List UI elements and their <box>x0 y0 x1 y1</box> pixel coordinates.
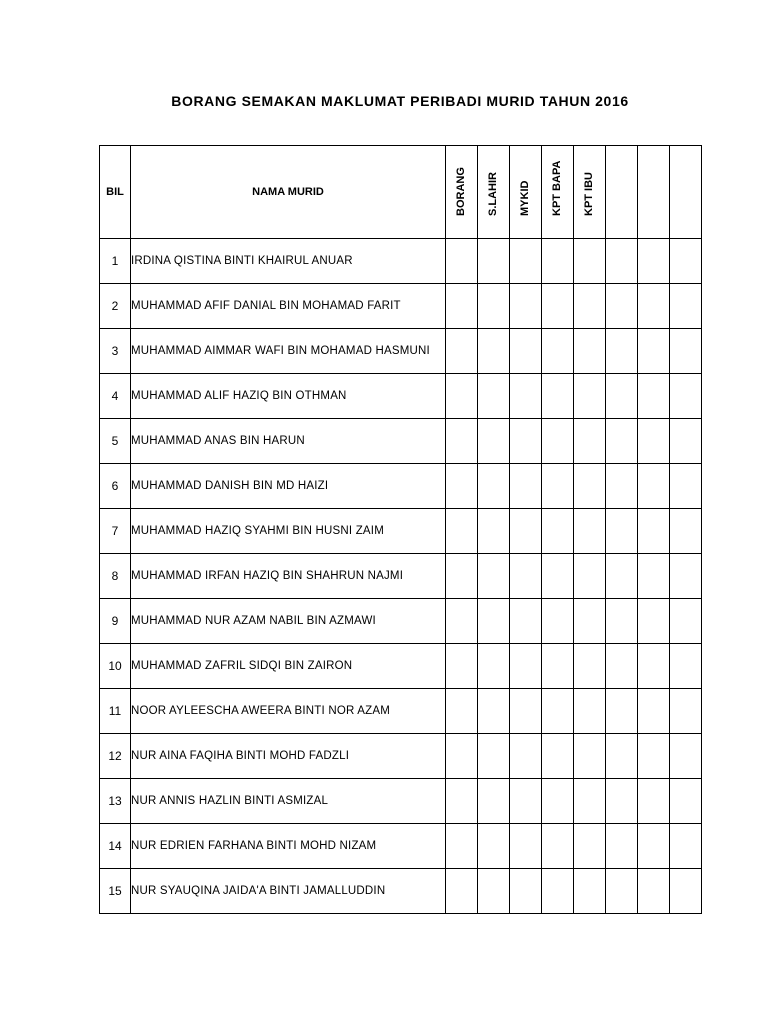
check-cell[interactable] <box>446 734 478 779</box>
student-name: NUR SYAUQINA JAIDA'A BINTI JAMALLUDDIN <box>131 869 446 914</box>
check-cell[interactable] <box>574 554 606 599</box>
row-number: 6 <box>100 464 131 509</box>
check-cell[interactable] <box>446 509 478 554</box>
row-number: 14 <box>100 824 131 869</box>
table-row <box>100 239 702 284</box>
check-cell[interactable] <box>510 824 542 869</box>
check-cell[interactable] <box>478 419 510 464</box>
check-header-label: KPT IBU <box>582 172 595 216</box>
check-cell[interactable] <box>670 644 702 689</box>
check-cell[interactable] <box>670 239 702 284</box>
check-cell[interactable] <box>574 644 606 689</box>
check-cell[interactable] <box>478 599 510 644</box>
row-number: 2 <box>100 284 131 329</box>
row-number: 5 <box>100 419 131 464</box>
check-cell[interactable] <box>638 734 670 779</box>
student-name: MUHAMMAD NUR AZAM NABIL BIN AZMAWI <box>131 599 446 644</box>
check-cell[interactable] <box>478 239 510 284</box>
check-cell[interactable] <box>478 374 510 419</box>
check-cell[interactable] <box>670 464 702 509</box>
check-cell[interactable] <box>638 779 670 824</box>
check-cell[interactable] <box>510 509 542 554</box>
check-cell[interactable] <box>670 419 702 464</box>
check-header-mykid <box>510 146 542 239</box>
check-cell[interactable] <box>670 824 702 869</box>
check-cell[interactable] <box>446 824 478 869</box>
check-header-slahir <box>478 146 510 239</box>
check-cell[interactable] <box>446 374 478 419</box>
check-cell[interactable] <box>478 329 510 374</box>
row-number: 11 <box>100 689 131 734</box>
table-row <box>100 644 702 689</box>
check-header-label: KPT BAPA <box>550 160 563 216</box>
check-cell[interactable] <box>542 734 574 779</box>
check-cell[interactable] <box>510 779 542 824</box>
check-cell[interactable] <box>446 869 478 914</box>
page-title: BORANG SEMAKAN MAKLUMAT PERIBADI MURID TAHUN 2016 <box>171 93 629 109</box>
check-header-label: BORANG <box>454 167 467 216</box>
check-cell[interactable] <box>638 554 670 599</box>
check-cell[interactable] <box>542 239 574 284</box>
check-header-borang <box>446 146 478 239</box>
check-cell[interactable] <box>542 509 574 554</box>
check-cell[interactable] <box>606 824 638 869</box>
check-cell[interactable] <box>542 284 574 329</box>
check-cell[interactable] <box>510 329 542 374</box>
check-cell[interactable] <box>478 779 510 824</box>
bil-header: BIL <box>100 146 131 239</box>
check-cell[interactable] <box>574 509 606 554</box>
row-number: 10 <box>100 644 131 689</box>
row-number: 4 <box>100 374 131 419</box>
check-cell[interactable] <box>606 599 638 644</box>
check-cell[interactable] <box>446 689 478 734</box>
check-cell[interactable] <box>446 599 478 644</box>
check-cell[interactable] <box>638 599 670 644</box>
check-cell[interactable] <box>638 869 670 914</box>
student-name: NOOR AYLEESCHA AWEERA BINTI NOR AZAM <box>131 689 446 734</box>
student-name: MUHAMMAD DANISH BIN MD HAIZI <box>131 464 446 509</box>
table-row <box>100 779 702 824</box>
row-number: 8 <box>100 554 131 599</box>
student-name: IRDINA QISTINA BINTI KHAIRUL ANUAR <box>131 239 446 284</box>
check-cell[interactable] <box>510 644 542 689</box>
check-cell[interactable] <box>574 824 606 869</box>
check-cell[interactable] <box>478 509 510 554</box>
table-row <box>100 464 702 509</box>
check-cell[interactable] <box>446 779 478 824</box>
check-header-kpt-bapa <box>542 146 574 239</box>
student-name: MUHAMMAD ZAFRIL SIDQI BIN ZAIRON <box>131 644 446 689</box>
row-number: 7 <box>100 509 131 554</box>
check-cell[interactable] <box>510 689 542 734</box>
check-cell[interactable] <box>542 824 574 869</box>
check-cell[interactable] <box>542 329 574 374</box>
check-header-blank <box>638 146 670 239</box>
check-cell[interactable] <box>542 779 574 824</box>
check-cell[interactable] <box>574 869 606 914</box>
check-cell[interactable] <box>446 419 478 464</box>
check-cell[interactable] <box>510 374 542 419</box>
check-cell[interactable] <box>638 464 670 509</box>
check-header-blank <box>606 146 638 239</box>
check-cell[interactable] <box>510 554 542 599</box>
check-cell[interactable] <box>478 554 510 599</box>
check-cell[interactable] <box>446 464 478 509</box>
check-cell[interactable] <box>574 239 606 284</box>
check-cell[interactable] <box>478 734 510 779</box>
check-cell[interactable] <box>542 419 574 464</box>
check-cell[interactable] <box>574 419 606 464</box>
check-cell[interactable] <box>510 419 542 464</box>
student-name: MUHAMMAD AIMMAR WAFI BIN MOHAMAD HASMUNI <box>131 329 446 374</box>
table-row <box>100 419 702 464</box>
check-cell[interactable] <box>574 374 606 419</box>
table-row <box>100 869 702 914</box>
check-cell[interactable] <box>574 779 606 824</box>
check-cell[interactable] <box>606 509 638 554</box>
check-cell[interactable] <box>670 869 702 914</box>
check-cell[interactable] <box>606 464 638 509</box>
row-number: 9 <box>100 599 131 644</box>
check-cell[interactable] <box>638 689 670 734</box>
check-cell[interactable] <box>478 284 510 329</box>
nama-header: NAMA MURID <box>131 146 446 239</box>
check-cell[interactable] <box>574 734 606 779</box>
table-row <box>100 329 702 374</box>
row-number: 15 <box>100 869 131 914</box>
check-cell[interactable] <box>606 734 638 779</box>
check-cell[interactable] <box>446 554 478 599</box>
check-cell[interactable] <box>606 554 638 599</box>
check-cell[interactable] <box>638 284 670 329</box>
check-cell[interactable] <box>542 374 574 419</box>
student-name: MUHAMMAD HAZIQ SYAHMI BIN HUSNI ZAIM <box>131 509 446 554</box>
check-cell[interactable] <box>670 689 702 734</box>
table-row <box>100 554 702 599</box>
check-cell[interactable] <box>510 284 542 329</box>
check-cell[interactable] <box>574 284 606 329</box>
check-cell[interactable] <box>670 374 702 419</box>
check-cell[interactable] <box>478 644 510 689</box>
check-cell[interactable] <box>574 599 606 644</box>
check-cell[interactable] <box>670 599 702 644</box>
check-cell[interactable] <box>606 329 638 374</box>
check-cell[interactable] <box>606 689 638 734</box>
table-row <box>100 599 702 644</box>
check-cell[interactable] <box>542 644 574 689</box>
check-cell[interactable] <box>542 554 574 599</box>
check-cell[interactable] <box>510 599 542 644</box>
check-cell[interactable] <box>638 644 670 689</box>
table-row <box>100 284 702 329</box>
table-row <box>100 824 702 869</box>
check-cell[interactable] <box>638 329 670 374</box>
header-row <box>100 146 702 239</box>
student-name: MUHAMMAD AFIF DANIAL BIN MOHAMAD FARIT <box>131 284 446 329</box>
check-cell[interactable] <box>446 329 478 374</box>
check-cell[interactable] <box>478 689 510 734</box>
check-cell[interactable] <box>542 869 574 914</box>
check-cell[interactable] <box>542 689 574 734</box>
row-number: 12 <box>100 734 131 779</box>
check-cell[interactable] <box>446 284 478 329</box>
check-cell[interactable] <box>606 374 638 419</box>
check-cell[interactable] <box>478 464 510 509</box>
check-cell[interactable] <box>670 554 702 599</box>
table-row <box>100 509 702 554</box>
check-cell[interactable] <box>670 284 702 329</box>
check-cell[interactable] <box>574 689 606 734</box>
check-header-label: S.LAHIR <box>486 172 499 216</box>
check-header-label: MYKID <box>518 180 531 216</box>
student-checklist-table <box>99 145 702 914</box>
check-cell[interactable] <box>574 329 606 374</box>
check-cell[interactable] <box>638 509 670 554</box>
check-cell[interactable] <box>606 239 638 284</box>
row-number: 13 <box>100 779 131 824</box>
check-cell[interactable] <box>670 734 702 779</box>
check-cell[interactable] <box>606 779 638 824</box>
student-name: MUHAMMAD ALIF HAZIQ BIN OTHMAN <box>131 374 446 419</box>
check-cell[interactable] <box>542 599 574 644</box>
check-cell[interactable] <box>510 734 542 779</box>
table-row <box>100 734 702 779</box>
check-cell[interactable] <box>638 419 670 464</box>
check-cell[interactable] <box>606 419 638 464</box>
student-name: MUHAMMAD ANAS BIN HARUN <box>131 419 446 464</box>
student-name: NUR ANNIS HAZLIN BINTI ASMIZAL <box>131 779 446 824</box>
check-cell[interactable] <box>670 329 702 374</box>
table-row <box>100 689 702 734</box>
table-row <box>100 374 702 419</box>
check-cell[interactable] <box>670 509 702 554</box>
check-cell[interactable] <box>606 644 638 689</box>
check-header-kpt-ibu <box>574 146 606 239</box>
check-cell[interactable] <box>606 869 638 914</box>
check-cell[interactable] <box>446 644 478 689</box>
student-name: NUR AINA FAQIHA BINTI MOHD FADZLI <box>131 734 446 779</box>
row-number: 3 <box>100 329 131 374</box>
check-cell[interactable] <box>510 869 542 914</box>
check-cell[interactable] <box>510 464 542 509</box>
student-name: NUR EDRIEN FARHANA BINTI MOHD NIZAM <box>131 824 446 869</box>
student-name: MUHAMMAD IRFAN HAZIQ BIN SHAHRUN NAJMI <box>131 554 446 599</box>
check-cell[interactable] <box>638 824 670 869</box>
check-cell[interactable] <box>542 464 574 509</box>
check-cell[interactable] <box>638 374 670 419</box>
check-cell[interactable] <box>638 239 670 284</box>
check-cell[interactable] <box>510 239 542 284</box>
check-cell[interactable] <box>478 824 510 869</box>
check-header-blank <box>670 146 702 239</box>
row-number: 1 <box>100 239 131 284</box>
check-cell[interactable] <box>478 869 510 914</box>
check-cell[interactable] <box>574 464 606 509</box>
check-cell[interactable] <box>606 284 638 329</box>
check-cell[interactable] <box>670 779 702 824</box>
check-cell[interactable] <box>446 239 478 284</box>
